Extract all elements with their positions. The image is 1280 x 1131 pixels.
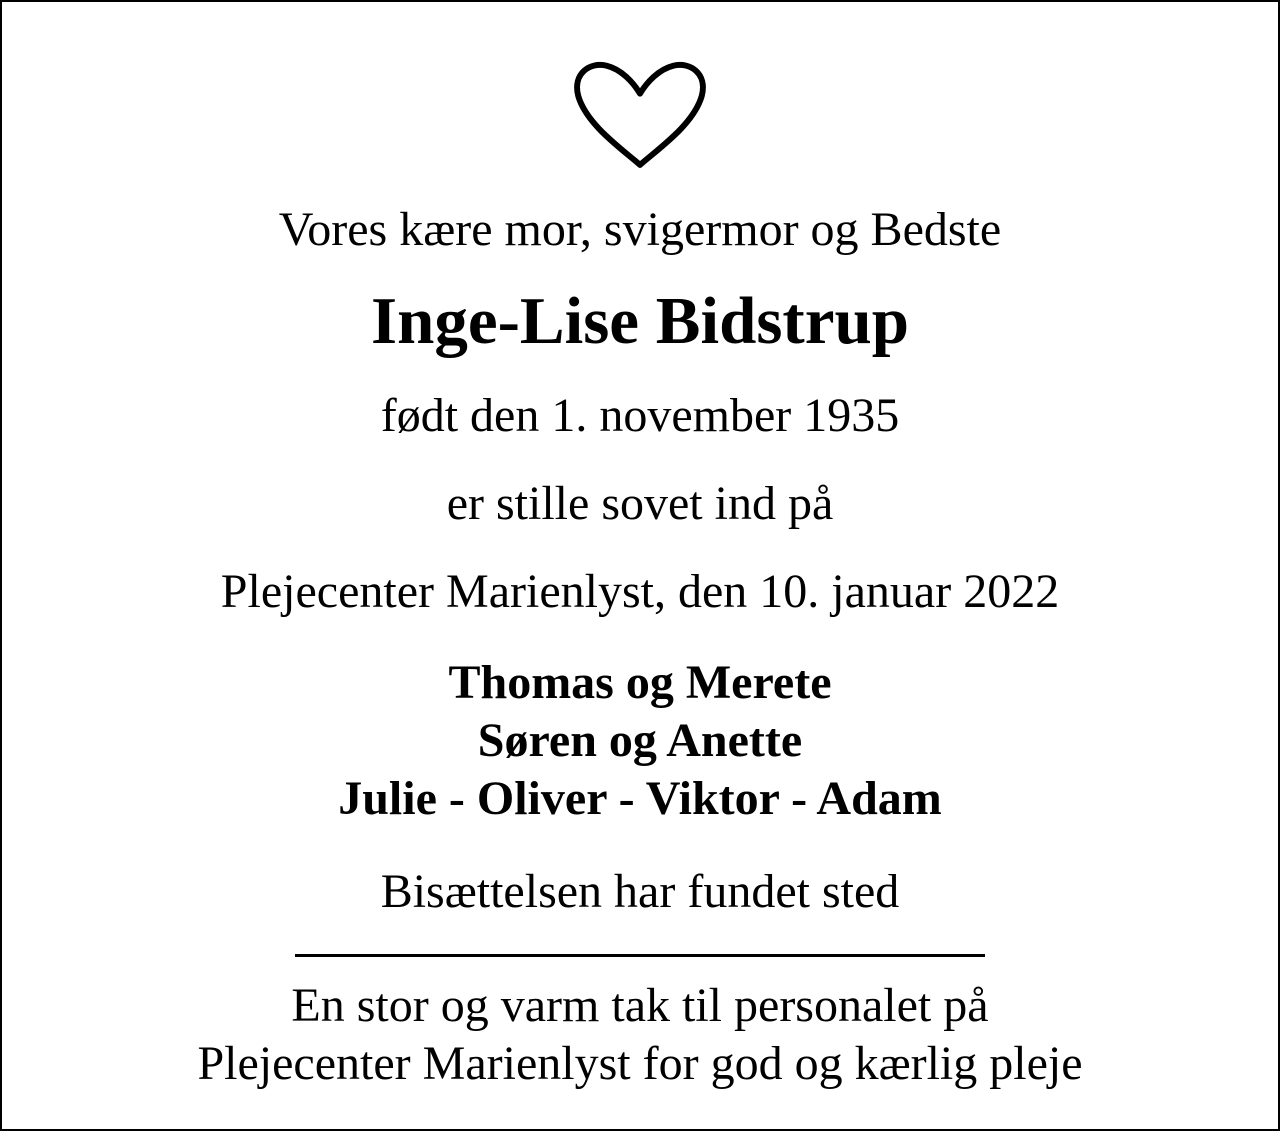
thanks-line: En stor og varm tak til personalet på [291,979,989,1032]
family-line: Thomas og Merete [448,656,832,709]
intro-text: Vores kære mor, svigermor og Bedste [278,203,1002,256]
passing-intro-text: er stille sovet ind på [446,477,834,530]
heart-icon [2,58,1278,172]
thanks-line: Plejecenter Marienlyst for god og kærlig pleje [197,1037,1083,1090]
family-line: Søren og Anette [477,714,803,767]
funeral-status-text: Bisættelsen har fundet sted [380,865,900,918]
family-line: Julie - Oliver - Viktor - Adam [338,772,942,825]
family-names [2,654,1278,828]
birth-date-text: født den 1. november 1935 [380,389,900,442]
divider-line [295,954,985,957]
thanks-message [2,977,1278,1093]
passing-place-date-text: Plejecenter Marienlyst, den 10. januar 2022 [220,565,1060,618]
deceased-name: Inge-Lise Bidstrup [371,284,909,358]
